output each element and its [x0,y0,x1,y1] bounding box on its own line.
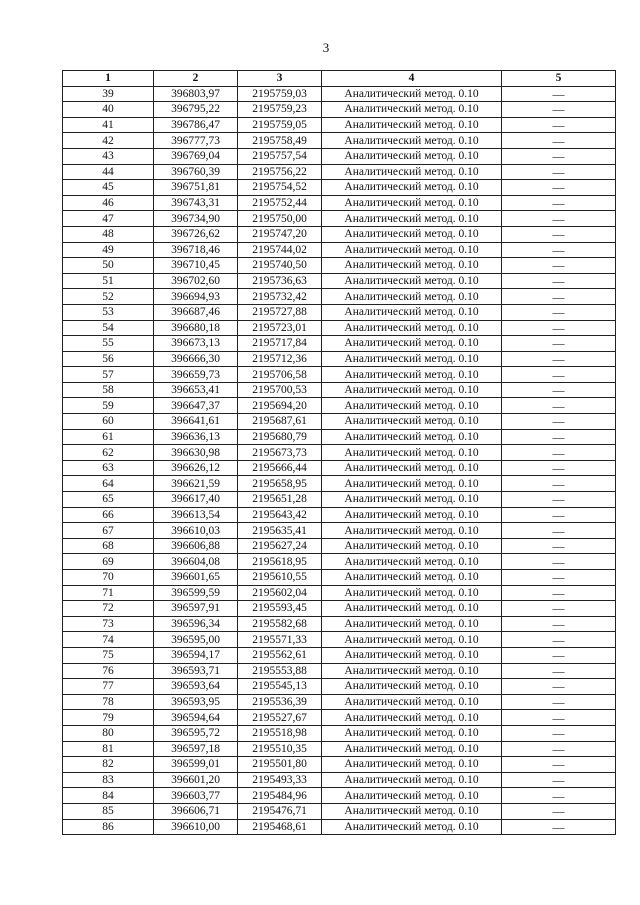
table-row [63,117,616,133]
y-coordinate-cell: 2195562,61 [238,647,322,663]
note-cell: — [502,757,616,773]
point-number-cell: 64 [63,476,154,492]
x-coordinate-cell: 396601,65 [154,570,238,586]
note-cell: — [502,679,616,695]
x-coordinate-cell: 396636,13 [154,429,238,445]
y-coordinate-cell: 2195712,36 [238,351,322,367]
x-coordinate-cell: 396603,77 [154,788,238,804]
note-cell: — [502,492,616,508]
method-cell: Аналитический метод. 0.10 [322,336,502,352]
method-cell: Аналитический метод. 0.10 [322,102,502,118]
table-row [63,476,616,492]
point-number-cell: 41 [63,117,154,133]
method-cell: Аналитический метод. 0.10 [322,460,502,476]
x-coordinate-cell: 396694,93 [154,289,238,305]
method-cell: Аналитический метод. 0.10 [322,741,502,757]
point-number-cell: 79 [63,710,154,726]
header-cell-1: 1 [63,71,154,87]
table-row [63,102,616,118]
table-row [63,180,616,196]
point-number-cell: 47 [63,211,154,227]
point-number-cell: 51 [63,273,154,289]
x-coordinate-cell: 396647,37 [154,398,238,414]
note-cell: — [502,772,616,788]
y-coordinate-cell: 2195582,68 [238,616,322,632]
table-row [63,601,616,617]
method-cell: Аналитический метод. 0.10 [322,258,502,274]
note-cell: — [502,788,616,804]
note-cell: — [502,242,616,258]
point-number-cell: 75 [63,647,154,663]
method-cell: Аналитический метод. 0.10 [322,398,502,414]
point-number-cell: 46 [63,195,154,211]
x-coordinate-cell: 396613,54 [154,507,238,523]
point-number-cell: 68 [63,538,154,554]
note-cell: — [502,414,616,430]
table-row [63,195,616,211]
method-cell: Аналитический метод. 0.10 [322,273,502,289]
table-row [63,414,616,430]
x-coordinate-cell: 396610,03 [154,523,238,539]
method-cell: Аналитический метод. 0.10 [322,492,502,508]
table-row [63,133,616,149]
x-coordinate-cell: 396786,47 [154,117,238,133]
table-row [63,351,616,367]
x-coordinate-cell: 396597,91 [154,601,238,617]
y-coordinate-cell: 2195627,24 [238,538,322,554]
x-coordinate-cell: 396626,12 [154,460,238,476]
note-cell: — [502,304,616,320]
point-number-cell: 58 [63,382,154,398]
x-coordinate-cell: 396659,73 [154,367,238,383]
note-cell: — [502,226,616,242]
table-row [63,725,616,741]
note-cell: — [502,632,616,648]
x-coordinate-cell: 396599,59 [154,585,238,601]
point-number-cell: 53 [63,304,154,320]
point-number-cell: 55 [63,336,154,352]
note-cell: — [502,164,616,180]
y-coordinate-cell: 2195750,00 [238,211,322,227]
y-coordinate-cell: 2195545,13 [238,679,322,695]
note-cell: — [502,460,616,476]
note-cell: — [502,507,616,523]
point-number-cell: 49 [63,242,154,258]
table-row [63,570,616,586]
y-coordinate-cell: 2195518,98 [238,725,322,741]
table-row [63,788,616,804]
y-coordinate-cell: 2195680,79 [238,429,322,445]
y-coordinate-cell: 2195643,42 [238,507,322,523]
header-cell-2: 2 [154,71,238,87]
note-cell: — [502,554,616,570]
note-cell: — [502,86,616,102]
note-cell: — [502,445,616,461]
method-cell: Аналитический метод. 0.10 [322,632,502,648]
method-cell: Аналитический метод. 0.10 [322,382,502,398]
x-coordinate-cell: 396803,97 [154,86,238,102]
coordinates-table [62,70,616,835]
x-coordinate-cell: 396630,98 [154,445,238,461]
x-coordinate-cell: 396596,34 [154,616,238,632]
y-coordinate-cell: 2195651,28 [238,492,322,508]
table-row [63,164,616,180]
note-cell: — [502,570,616,586]
method-cell: Аналитический метод. 0.10 [322,180,502,196]
table-row [63,336,616,352]
y-coordinate-cell: 2195571,33 [238,632,322,648]
y-coordinate-cell: 2195756,22 [238,164,322,180]
y-coordinate-cell: 2195723,01 [238,320,322,336]
x-coordinate-cell: 396666,30 [154,351,238,367]
note-cell: — [502,211,616,227]
table-row [63,242,616,258]
x-coordinate-cell: 396641,61 [154,414,238,430]
note-cell: — [502,117,616,133]
x-coordinate-cell: 396621,59 [154,476,238,492]
point-number-cell: 60 [63,414,154,430]
table-row [63,632,616,648]
table-row [63,429,616,445]
table-row [63,663,616,679]
table-row [63,492,616,508]
header-cell-5: 5 [502,71,616,87]
note-cell: — [502,398,616,414]
point-number-cell: 63 [63,460,154,476]
y-coordinate-cell: 2195694,20 [238,398,322,414]
method-cell: Аналитический метод. 0.10 [322,538,502,554]
x-coordinate-cell: 396710,45 [154,258,238,274]
y-coordinate-cell: 2195744,02 [238,242,322,258]
note-cell: — [502,819,616,835]
point-number-cell: 59 [63,398,154,414]
x-coordinate-cell: 396673,13 [154,336,238,352]
method-cell: Аналитический метод. 0.10 [322,725,502,741]
y-coordinate-cell: 2195706,58 [238,367,322,383]
y-coordinate-cell: 2195758,49 [238,133,322,149]
note-cell: — [502,367,616,383]
x-coordinate-cell: 396617,40 [154,492,238,508]
table-row [63,757,616,773]
method-cell: Аналитический метод. 0.10 [322,148,502,164]
method-cell: Аналитический метод. 0.10 [322,304,502,320]
method-cell: Аналитический метод. 0.10 [322,663,502,679]
method-cell: Аналитический метод. 0.10 [322,164,502,180]
method-cell: Аналитический метод. 0.10 [322,694,502,710]
y-coordinate-cell: 2195747,20 [238,226,322,242]
page-number: 3 [322,40,330,55]
table-row [63,647,616,663]
point-number-cell: 83 [63,772,154,788]
y-coordinate-cell: 2195658,95 [238,476,322,492]
method-cell: Аналитический метод. 0.10 [322,570,502,586]
table-row [63,273,616,289]
note-cell: — [502,289,616,305]
method-cell: Аналитический метод. 0.10 [322,289,502,305]
point-number-cell: 76 [63,663,154,679]
note-cell: — [502,258,616,274]
x-coordinate-cell: 396702,60 [154,273,238,289]
y-coordinate-cell: 2195759,05 [238,117,322,133]
y-coordinate-cell: 2195553,88 [238,663,322,679]
method-cell: Аналитический метод. 0.10 [322,445,502,461]
note-cell: — [502,429,616,445]
note-cell: — [502,148,616,164]
y-coordinate-cell: 2195501,80 [238,757,322,773]
x-coordinate-cell: 396595,72 [154,725,238,741]
method-cell: Аналитический метод. 0.10 [322,788,502,804]
note-cell: — [502,133,616,149]
note-cell: — [502,320,616,336]
note-cell: — [502,102,616,118]
x-coordinate-cell: 396718,46 [154,242,238,258]
note-cell: — [502,180,616,196]
y-coordinate-cell: 2195527,67 [238,710,322,726]
y-coordinate-cell: 2195476,71 [238,803,322,819]
x-coordinate-cell: 396594,17 [154,647,238,663]
point-number-cell: 67 [63,523,154,539]
point-number-cell: 45 [63,180,154,196]
y-coordinate-cell: 2195740,50 [238,258,322,274]
y-coordinate-cell: 2195673,73 [238,445,322,461]
method-cell: Аналитический метод. 0.10 [322,507,502,523]
y-coordinate-cell: 2195687,61 [238,414,322,430]
table-row [63,523,616,539]
method-cell: Аналитический метод. 0.10 [322,320,502,336]
x-coordinate-cell: 396769,04 [154,148,238,164]
note-cell: — [502,351,616,367]
table-body [63,86,616,835]
x-coordinate-cell: 396743,31 [154,195,238,211]
method-cell: Аналитический метод. 0.10 [322,585,502,601]
y-coordinate-cell: 2195602,04 [238,585,322,601]
table-row [63,538,616,554]
method-cell: Аналитический метод. 0.10 [322,211,502,227]
note-cell: — [502,382,616,398]
point-number-cell: 39 [63,86,154,102]
point-number-cell: 43 [63,148,154,164]
note-cell: — [502,273,616,289]
x-coordinate-cell: 396726,62 [154,226,238,242]
x-coordinate-cell: 396610,00 [154,819,238,835]
table-row [63,585,616,601]
method-cell: Аналитический метод. 0.10 [322,710,502,726]
method-cell: Аналитический метод. 0.10 [322,476,502,492]
table-row [63,694,616,710]
method-cell: Аналитический метод. 0.10 [322,647,502,663]
method-cell: Аналитический метод. 0.10 [322,772,502,788]
table-row [63,382,616,398]
note-cell: — [502,741,616,757]
x-coordinate-cell: 396795,22 [154,102,238,118]
table-row [63,507,616,523]
y-coordinate-cell: 2195732,42 [238,289,322,305]
y-coordinate-cell: 2195468,61 [238,819,322,835]
x-coordinate-cell: 396593,95 [154,694,238,710]
point-number-cell: 84 [63,788,154,804]
method-cell: Аналитический метод. 0.10 [322,757,502,773]
x-coordinate-cell: 396599,01 [154,757,238,773]
x-coordinate-cell: 396760,39 [154,164,238,180]
method-cell: Аналитический метод. 0.10 [322,117,502,133]
table-row [63,460,616,476]
table-row [63,304,616,320]
method-cell: Аналитический метод. 0.10 [322,226,502,242]
table-header-row [63,71,616,87]
point-number-cell: 70 [63,570,154,586]
y-coordinate-cell: 2195759,23 [238,102,322,118]
table-row [63,679,616,695]
table-row [63,741,616,757]
point-number-cell: 73 [63,616,154,632]
point-number-cell: 54 [63,320,154,336]
point-number-cell: 81 [63,741,154,757]
y-coordinate-cell: 2195759,03 [238,86,322,102]
table-row [63,148,616,164]
method-cell: Аналитический метод. 0.10 [322,133,502,149]
note-cell: — [502,336,616,352]
table-row [63,289,616,305]
note-cell: — [502,694,616,710]
point-number-cell: 57 [63,367,154,383]
point-number-cell: 52 [63,289,154,305]
y-coordinate-cell: 2195610,55 [238,570,322,586]
method-cell: Аналитический метод. 0.10 [322,819,502,835]
note-cell: — [502,195,616,211]
point-number-cell: 56 [63,351,154,367]
method-cell: Аналитический метод. 0.10 [322,414,502,430]
x-coordinate-cell: 396594,64 [154,710,238,726]
method-cell: Аналитический метод. 0.10 [322,429,502,445]
note-cell: — [502,725,616,741]
method-cell: Аналитический метод. 0.10 [322,679,502,695]
table-row [63,367,616,383]
method-cell: Аналитический метод. 0.10 [322,242,502,258]
note-cell: — [502,710,616,726]
note-cell: — [502,601,616,617]
table-row [63,86,616,102]
point-number-cell: 86 [63,819,154,835]
point-number-cell: 71 [63,585,154,601]
table-row [63,226,616,242]
x-coordinate-cell: 396751,81 [154,180,238,196]
table-row [63,320,616,336]
y-coordinate-cell: 2195717,84 [238,336,322,352]
y-coordinate-cell: 2195510,35 [238,741,322,757]
y-coordinate-cell: 2195635,41 [238,523,322,539]
note-cell: — [502,538,616,554]
y-coordinate-cell: 2195727,88 [238,304,322,320]
note-cell: — [502,616,616,632]
point-number-cell: 66 [63,507,154,523]
note-cell: — [502,647,616,663]
point-number-cell: 48 [63,226,154,242]
y-coordinate-cell: 2195493,33 [238,772,322,788]
table-row [63,258,616,274]
x-coordinate-cell: 396777,73 [154,133,238,149]
point-number-cell: 80 [63,725,154,741]
x-coordinate-cell: 396606,88 [154,538,238,554]
table-row [63,554,616,570]
y-coordinate-cell: 2195700,53 [238,382,322,398]
y-coordinate-cell: 2195752,44 [238,195,322,211]
x-coordinate-cell: 396593,64 [154,679,238,695]
y-coordinate-cell: 2195593,45 [238,601,322,617]
point-number-cell: 44 [63,164,154,180]
table-row [63,616,616,632]
y-coordinate-cell: 2195754,52 [238,180,322,196]
table-row [63,445,616,461]
header-cell-4: 4 [322,71,502,87]
point-number-cell: 42 [63,133,154,149]
x-coordinate-cell: 396680,18 [154,320,238,336]
y-coordinate-cell: 2195757,54 [238,148,322,164]
table-row [63,772,616,788]
x-coordinate-cell: 396687,46 [154,304,238,320]
note-cell: — [502,523,616,539]
note-cell: — [502,663,616,679]
point-number-cell: 82 [63,757,154,773]
x-coordinate-cell: 396734,90 [154,211,238,227]
note-cell: — [502,803,616,819]
point-number-cell: 69 [63,554,154,570]
method-cell: Аналитический метод. 0.10 [322,601,502,617]
x-coordinate-cell: 396601,20 [154,772,238,788]
table-row [63,819,616,835]
method-cell: Аналитический метод. 0.10 [322,523,502,539]
y-coordinate-cell: 2195536,39 [238,694,322,710]
y-coordinate-cell: 2195736,63 [238,273,322,289]
method-cell: Аналитический метод. 0.10 [322,616,502,632]
header-cell-3: 3 [238,71,322,87]
point-number-cell: 85 [63,803,154,819]
y-coordinate-cell: 2195666,44 [238,460,322,476]
table-row [63,211,616,227]
point-number-cell: 72 [63,601,154,617]
note-cell: — [502,476,616,492]
point-number-cell: 50 [63,258,154,274]
y-coordinate-cell: 2195484,96 [238,788,322,804]
method-cell: Аналитический метод. 0.10 [322,195,502,211]
method-cell: Аналитический метод. 0.10 [322,86,502,102]
method-cell: Аналитический метод. 0.10 [322,367,502,383]
table-row [63,803,616,819]
point-number-cell: 74 [63,632,154,648]
y-coordinate-cell: 2195618,95 [238,554,322,570]
x-coordinate-cell: 396604,08 [154,554,238,570]
method-cell: Аналитический метод. 0.10 [322,554,502,570]
point-number-cell: 78 [63,694,154,710]
point-number-cell: 61 [63,429,154,445]
point-number-cell: 40 [63,102,154,118]
table-row [63,398,616,414]
x-coordinate-cell: 396597,18 [154,741,238,757]
method-cell: Аналитический метод. 0.10 [322,351,502,367]
table-row [63,710,616,726]
point-number-cell: 65 [63,492,154,508]
point-number-cell: 62 [63,445,154,461]
note-cell: — [502,585,616,601]
x-coordinate-cell: 396595,00 [154,632,238,648]
point-number-cell: 77 [63,679,154,695]
x-coordinate-cell: 396606,71 [154,803,238,819]
x-coordinate-cell: 396653,41 [154,382,238,398]
method-cell: Аналитический метод. 0.10 [322,803,502,819]
x-coordinate-cell: 396593,71 [154,663,238,679]
